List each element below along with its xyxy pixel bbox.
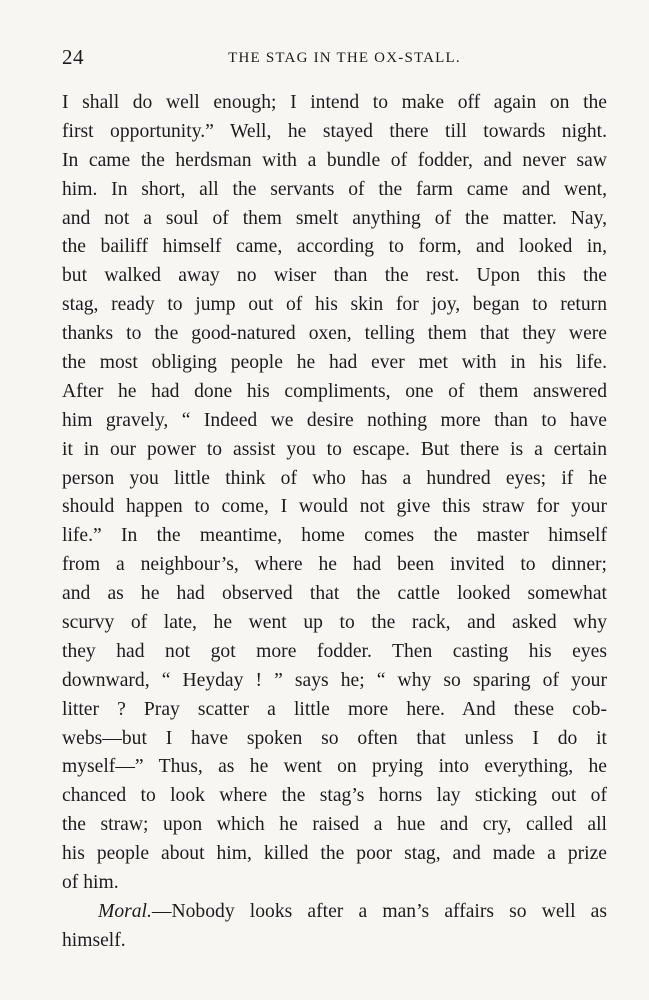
text-line: After he had done his compliments, one of them answered	[62, 380, 607, 402]
text-line: chanced to look where the stag’s horns lay sticking out of	[62, 785, 607, 807]
text-line: litter ? Pray scatter a little more here. And these cob-	[62, 698, 607, 720]
page-number: 24	[62, 45, 84, 69]
text-line: they had not got more fodder. Then casting his eyes	[62, 640, 607, 662]
text-line: the bailiff himself came, according to form, and looked in,	[62, 236, 607, 258]
text-line: In came the herdsman with a bundle of fodder, and never saw	[62, 149, 607, 171]
text-line: him. In short, all the servants of the farm came and went,	[62, 178, 607, 200]
text-line: life.” In the meantime, home comes the master himself	[62, 525, 607, 547]
moral-line	[62, 898, 607, 927]
story-text	[62, 89, 607, 956]
text-line: should happen to come, I would not give this straw for your	[62, 496, 607, 518]
text-line: stag, ready to jump out of his skin for joy, began to return	[62, 294, 607, 316]
text-line: person you little think of who has a hundred eyes; if he	[62, 467, 607, 489]
text-line: thanks to the good-natured oxen, telling them that they were	[62, 323, 607, 345]
text-line: downward, “ Heyday ! ” says he; “ why so sparing of your	[62, 669, 607, 691]
text-line: I shall do well enough; I intend to make off again on the	[62, 92, 607, 113]
text-line: from a neighbour’s, where he had been invited to dinner;	[62, 554, 607, 576]
moral-text: —Nobody looks after a man’s affairs so well as	[151, 900, 607, 922]
text-line: him gravely, “ Indeed we desire nothing more than to have	[62, 409, 607, 431]
moral-label: Moral.	[98, 900, 152, 922]
text-line: of him.	[62, 872, 119, 894]
text-line: the straw; upon which he raised a hue and cry, called all	[62, 814, 607, 836]
text-line: webs—but I have spoken so often that unless I do it	[62, 727, 607, 749]
text-line: first opportunity.” Well, he stayed there till towards night.	[62, 120, 607, 142]
running-head: THE STAG IN THE OX-STALL.	[228, 50, 461, 66]
text-line: and not a soul of them smelt anything of the matter. Nay,	[62, 207, 607, 229]
text-line: the most obliging people he had ever met with in his life.	[62, 352, 607, 374]
text-line: his people about him, killed the poor stag, and made a prize	[62, 843, 607, 865]
page-header	[62, 44, 607, 70]
text-line: and as he had observed that the cattle looked somewhat	[62, 583, 607, 605]
text-line: myself—” Thus, as he went on prying into everything, he	[62, 756, 607, 778]
moral-line-end: himself.	[62, 929, 126, 951]
text-line: it in our power to assist you to escape. But there is a certain	[62, 438, 607, 460]
text-line: scurvy of late, he went up to the rack, and asked why	[62, 612, 607, 634]
text-line: but walked away no wiser than the rest. Upon this the	[62, 265, 607, 287]
